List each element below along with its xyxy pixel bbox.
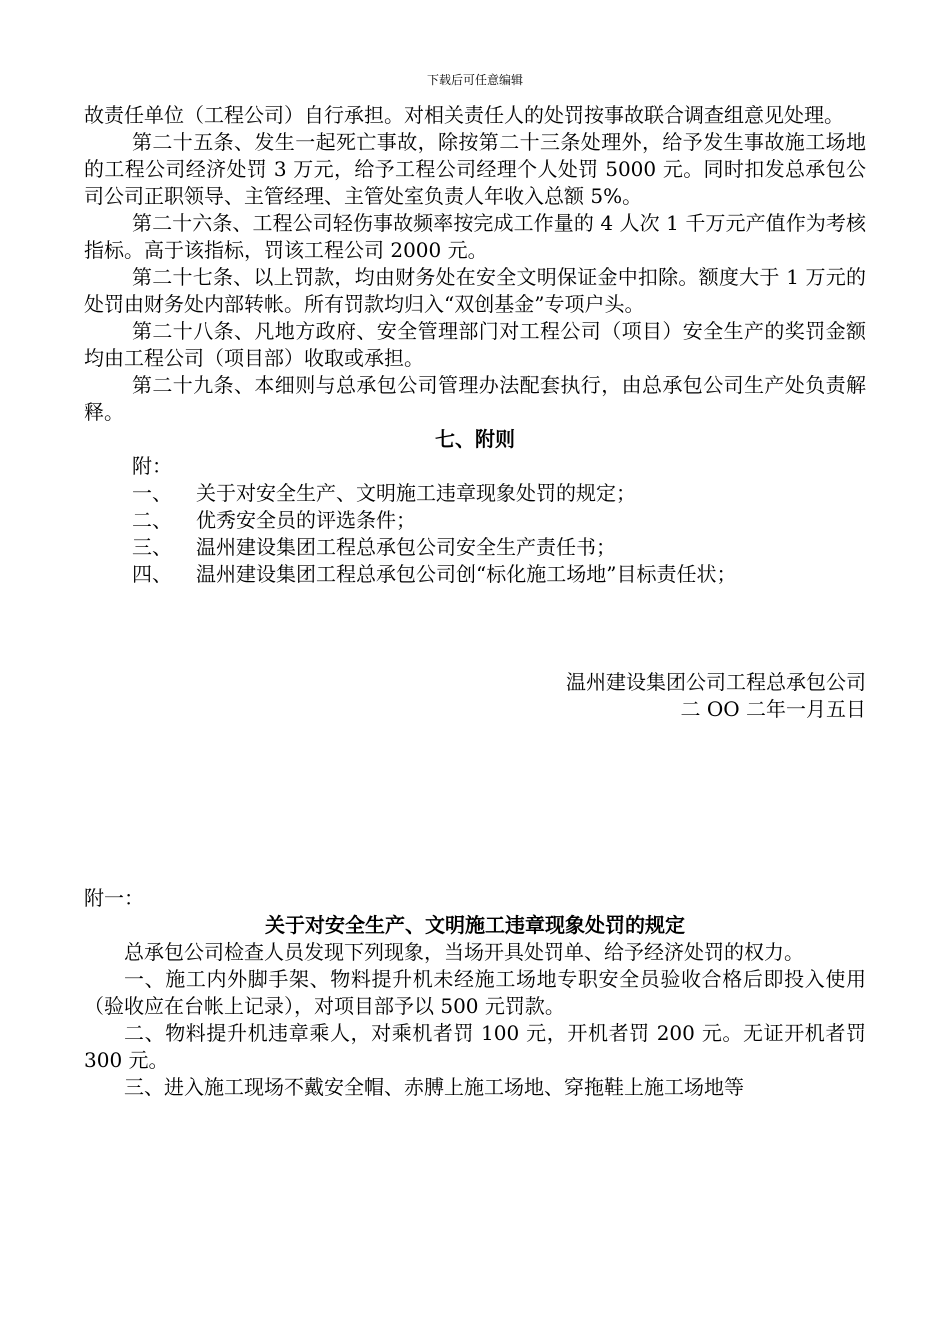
document-body xyxy=(84,102,866,1101)
spacer xyxy=(84,723,866,885)
appendix-item xyxy=(84,480,866,507)
article-25: 第二十五条、发生一起死亡事故，除按第二十三条处理外，给予发生事故施工场地的工程公司经济处罚 3 万元，给予工程公司经理个人处罚 5000 元。同时扣发总承包公司公司正职领导、主管经理、主管处室负责人年收入总额 5%。 xyxy=(84,130,866,208)
attachment-intro: 总承包公司检查人员发现下列现象，当场开具处罚单、给予经济处罚的权力。 xyxy=(124,940,804,964)
paragraph-continued: 故责任单位（工程公司）自行承担。对相关责任人的处罚按事故联合调查组意见处理。 xyxy=(84,103,844,127)
appendix-item-text: 温州建设集团工程总承包公司安全生产责任书； xyxy=(196,535,616,559)
appendix-item-text: 温州建设集团工程总承包公司创“标化施工场地”目标责任状； xyxy=(196,562,737,586)
appendix-item-text: 优秀安全员的评选条件； xyxy=(196,508,416,532)
signature-date: 二 OO 二年一月五日 xyxy=(680,697,866,721)
article-28: 第二十八条、凡地方政府、安全管理部门对工程公司（项目）安全生产的奖罚金额均由工程公司（项目部）收取或承担。 xyxy=(84,319,866,370)
appendix-item-number: 三、 xyxy=(132,535,172,559)
signature-organization: 温州建设集团公司工程总承包公司 xyxy=(566,670,866,694)
header-note: 下载后可任意编辑 xyxy=(426,73,523,87)
article-27: 第二十七条、以上罚款，均由财务处在安全文明保证金中扣除。额度大于 1 万元的处罚由财务处内部转帐。所有罚款均归入“双创基金”专项户头。 xyxy=(84,265,866,316)
appendix-item xyxy=(84,534,866,561)
appendix-item-number: 四、 xyxy=(132,562,172,586)
attachment-item-2: 二、物料提升机违章乘人，对乘机者罚 100 元，开机者罚 200 元。无证开机者罚 300 元。 xyxy=(84,1021,866,1072)
attachment-title: 关于对安全生产、文明施工违章现象处罚的规定 xyxy=(265,913,685,937)
article-29: 第二十九条、本细则与总承包公司管理办法配套执行，由总承包公司生产处负责解释。 xyxy=(84,373,866,424)
appendix-item-number: 二、 xyxy=(132,508,172,532)
spacer xyxy=(84,588,866,669)
attachment-label: 附一： xyxy=(84,886,144,910)
attachment-item-3: 三、进入施工现场不戴安全帽、赤膊上施工场地、穿拖鞋上施工场地等 xyxy=(124,1075,744,1099)
appendix-item xyxy=(84,507,866,534)
appendix-label: 附： xyxy=(132,454,172,478)
appendix-item-text: 关于对安全生产、文明施工违章现象处罚的规定； xyxy=(196,481,636,505)
attachment-item-1: 一、施工内外脚手架、物料提升机未经施工场地专职安全员验收合格后即投入使用（验收应在台帐上记录），对项目部予以 500 元罚款。 xyxy=(84,967,866,1018)
section-title-appendix: 七、附则 xyxy=(435,427,515,451)
article-26: 第二十六条、工程公司轻伤事故频率按完成工作量的 4 人次 1 千万元产值作为考核指标。高于该指标，罚该工程公司 2000 元。 xyxy=(84,211,866,262)
appendix-item-number: 一、 xyxy=(132,481,172,505)
appendix-item xyxy=(84,561,866,588)
